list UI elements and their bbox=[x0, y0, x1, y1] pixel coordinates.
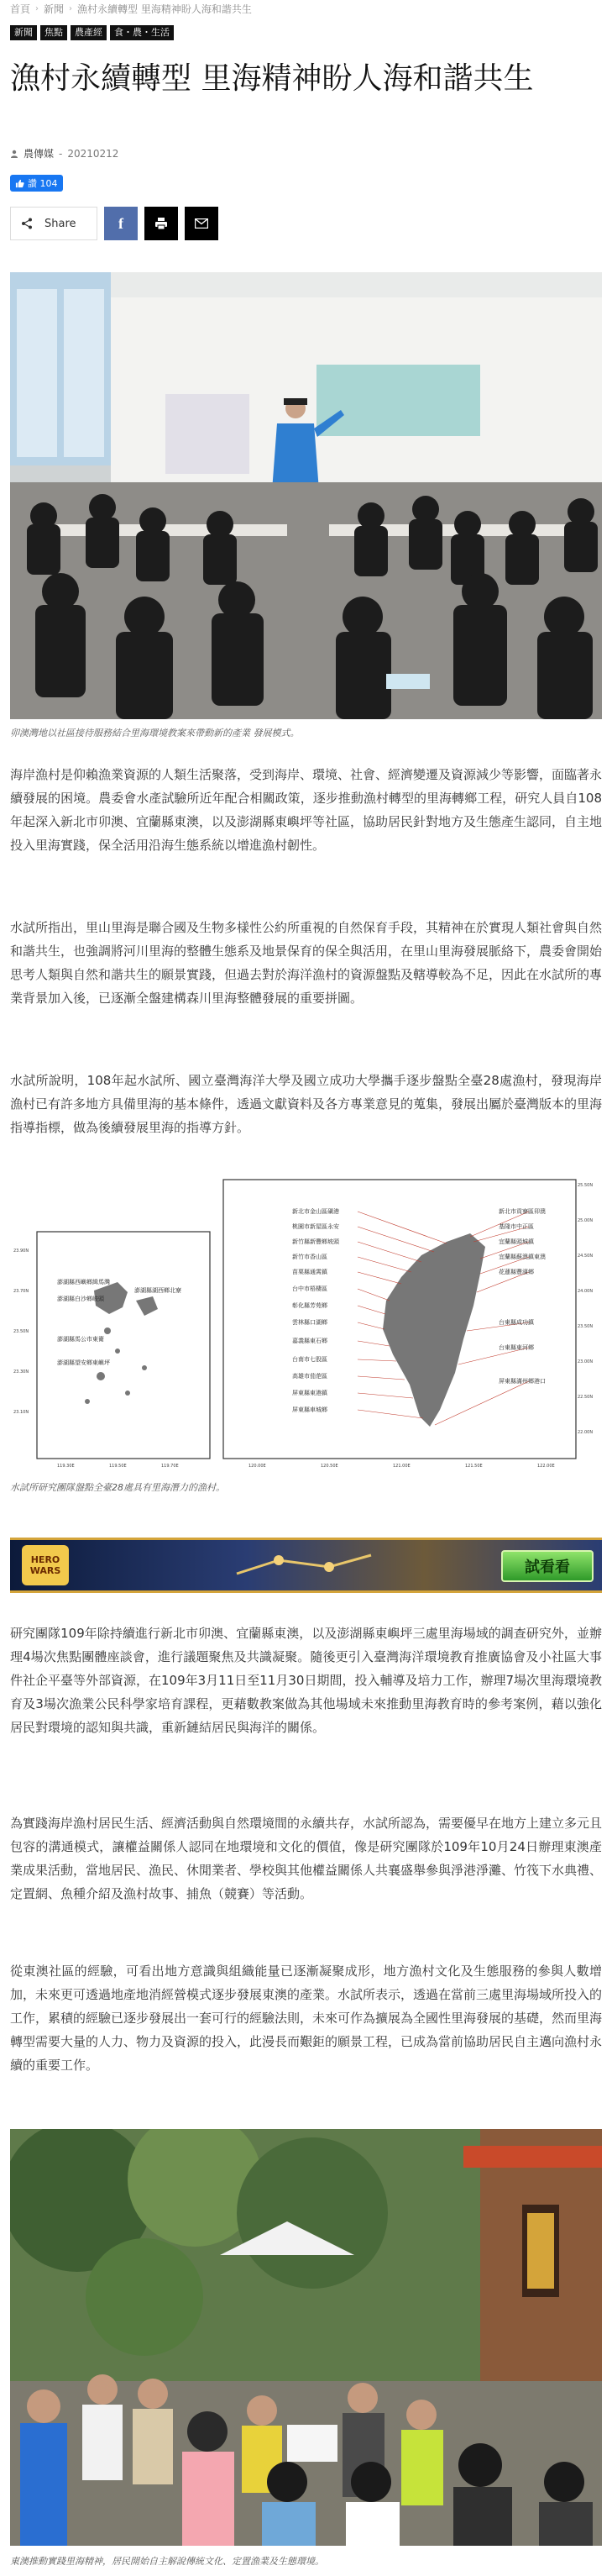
lon-tick: 119.30E bbox=[57, 1464, 75, 1469]
tag-focus[interactable]: 焦點 bbox=[40, 25, 67, 40]
page-title: 漁村永續轉型 里海精神盼人海和諧共生 bbox=[10, 61, 534, 96]
outdoor-group-photo bbox=[10, 2129, 602, 2546]
map-label: 澎湖縣白沙鄉岐頭 bbox=[57, 1296, 104, 1302]
article-paragraph: 為實踐海岸漁村居民生活、經濟活動與自然環境間的永續共存，水試所認為，需要優早在地方上建立多元且包容的溝通模式，讓權益關係人認同在地環境和文化的價值，像是研究團隊於109年10月24日辦理東澳產業成果活動，當地居民、漁民、休閒業者、學校與其他權益關係人共襄盛舉參與淨港淨灘、竹筏下水典禮、定置網、魚種介紹及漁村故事、捕魚（競賽）等活動。 bbox=[10, 1816, 603, 1901]
article-meta bbox=[10, 146, 118, 160]
map-label: 澎湖縣望安鄉東嶼坪 bbox=[57, 1359, 110, 1366]
lat-tick: 24.50N bbox=[578, 1254, 594, 1259]
facebook-like-button[interactable] bbox=[10, 175, 63, 192]
lat-tick: 23.30N bbox=[13, 1369, 29, 1375]
lat-tick: 23.50N bbox=[13, 1329, 29, 1334]
lon-tick: 120.50E bbox=[321, 1464, 338, 1469]
lat-tick: 23.50N bbox=[578, 1324, 594, 1329]
taiwan-map-image bbox=[10, 1175, 602, 1470]
article-paragraph: 水試所說明，108年起水試所、國立臺灣海洋大學及國立成功大學攜手逐步盤點全臺28處漁村，發現海岸漁村已有許多地方具備里海的基本條件，透過文獻資料及各方專業意見的蒐集，發展出屬於臺灣版本的里海指導指標，做為後續發展里海的指導方針。 bbox=[10, 1073, 603, 1135]
map-label: 新北市貢寮區卯澳 bbox=[499, 1208, 546, 1215]
outdoor-group-photo-image bbox=[10, 2129, 602, 2546]
map-label: 台東縣成功鎮 bbox=[499, 1319, 534, 1326]
map-label: 屏東縣車城鄉 bbox=[292, 1406, 327, 1413]
publish-date: 20210212 bbox=[67, 147, 119, 160]
envelope-icon bbox=[195, 218, 208, 229]
map-label: 高雄市茄萣區 bbox=[292, 1373, 327, 1380]
lat-tick: 22.50N bbox=[578, 1395, 594, 1400]
article-paragraph: 水試所指出，里山里海是聯合國及生物多樣性公約所重視的自然保育手段，其精神在於實現人類社會與自然和諧共生，也強調將河川里海的整體生態系及地景保育的保全與活用，在里山里海發展脈絡下，農委會開始思考人類與自然和諧共生的願景實踐，但過去對於海洋漁村的資源盤點及轄導較為不足，因此在水試所的專業背景加入後，已逐漸全盤建構森川里海整體發展的重要拼圖。 bbox=[10, 920, 603, 1006]
facebook-share-button[interactable] bbox=[104, 207, 138, 240]
lat-tick: 22.00N bbox=[578, 1430, 594, 1435]
classroom-photo-image bbox=[10, 272, 602, 719]
ad-artwork bbox=[228, 1548, 379, 1585]
ad-logo-line2: WARS bbox=[29, 1565, 61, 1576]
chevron-right-icon: › bbox=[35, 4, 39, 13]
map-label: 宜蘭縣蘇澳鎮東澳 bbox=[499, 1254, 546, 1260]
photo-caption: 卯澳灣地以社區接待服務結合里海環境教案來帶動新的產業 發展模式。 bbox=[10, 728, 300, 739]
user-icon bbox=[10, 150, 18, 158]
game-ad-banner[interactable] bbox=[10, 1538, 602, 1593]
map-label: 台中市梧棲區 bbox=[292, 1285, 327, 1292]
map-label: 宜蘭縣頭城鎮 bbox=[499, 1238, 534, 1245]
meta-separator: - bbox=[59, 147, 63, 160]
share-label: Share bbox=[44, 217, 76, 230]
tag-news[interactable]: 新聞 bbox=[10, 25, 37, 40]
article-paragraph: 從東澳社區的經驗，可看出地方意識與組織能量已逐漸凝聚成形，地方漁村文化及生態服務的參與人數增加，未來更可透過地產地消經營模式逐步發展東澳的產業。水試所表示，透過在當前三處里海場域所投入的工作，累積的經驗已逐步發展出一套可行的經驗法則，未來可作為擴展為全國性里海發展的基礎，然而里海轉型需要大量的人力、物力及資源的投入，此漫長而艱鉅的願景工程，已成為當前協助居民自主邁向漁村永續的重要工作。 bbox=[10, 1964, 603, 2073]
map-label: 新竹縣新豐鄉坡頭 bbox=[292, 1238, 339, 1245]
lon-tick: 121.00E bbox=[393, 1464, 411, 1469]
ad-cta-button[interactable]: 試看看 bbox=[501, 1550, 594, 1582]
map-label: 桃園市新屋區永安 bbox=[292, 1223, 339, 1230]
lat-tick: 23.90N bbox=[13, 1249, 29, 1254]
map-label: 澎湖縣西嶼鄉緝馬灣 bbox=[57, 1279, 110, 1285]
ad-logo-line1: HERO bbox=[30, 1554, 60, 1565]
breadcrumb-current: 漁村永續轉型 里海精神盼人海和諧共生 bbox=[77, 3, 252, 15]
article-paragraph: 研究團隊109年除持續進行新北市卯澳、宜蘭縣東澳，以及澎湖縣東嶼坪三處里海場域的調查研究外，並辦理4場次焦點團體座談會，進行議題聚焦及共識凝聚。隨後更引入臺灣海洋環境教育推廣協會及小社區大事件社企平臺等外部資源，在109年3月11日至11月30日期間，投入輔導及培力工作，辦理7場次里海環境教育及3場次漁業公民科學家培育課程，更藉數教案做為其他場域未來推動里海教育時的參考案例，藉以強化居民對環境的認知與共識，重新鏈結居民與海洋的關係。 bbox=[10, 1626, 602, 1735]
map-label: 台東縣東河鄉 bbox=[499, 1344, 534, 1351]
map-label: 苗栗縣通霄鎮 bbox=[292, 1269, 327, 1275]
article-paragraph: 海岸漁村是仰賴漁業資源的人類生活聚落，受到海岸、環境、社會、經濟變遷及資源減少等影響，面臨著永續發展的困境。農委會水產試驗所近年配合相關政策，逐步推動漁村轉型的里海轉鄉工程，研究人員自108年起深入新北市卯澳、宜蘭縣東澳，以及澎湖縣東嶼坪等社區，協助居民針對地方及生態產生認同，自主地投入里海實踐，保全活用沿海生態系統以增進漁村韌性。 bbox=[10, 767, 603, 853]
share-icon bbox=[21, 218, 33, 229]
printer-icon bbox=[154, 217, 168, 230]
lat-tick: 23.00N bbox=[578, 1359, 594, 1364]
tag-agri-economy[interactable]: 農產經 bbox=[71, 25, 107, 40]
lat-tick: 23.70N bbox=[13, 1289, 29, 1294]
share-bar bbox=[10, 207, 218, 240]
classroom-photo bbox=[10, 272, 602, 719]
map-label: 屏東縣滿州鄉港口 bbox=[499, 1378, 546, 1385]
map-label: 澎湖縣馬公市東衛 bbox=[57, 1336, 104, 1343]
photo-caption: 東澳推動實踐里海精神，居民開始自主解說傳統文化、定置漁業及生態環境。 bbox=[10, 2556, 324, 2567]
category-tags bbox=[10, 25, 174, 40]
lat-tick: 24.00N bbox=[578, 1289, 594, 1294]
lat-tick: 25.50N bbox=[578, 1183, 594, 1188]
print-button[interactable] bbox=[144, 207, 178, 240]
map-label: 基隆市中正區 bbox=[499, 1223, 534, 1230]
lon-tick: 119.70E bbox=[161, 1464, 179, 1469]
map-label: 花蓮縣豐濱鄉 bbox=[499, 1269, 534, 1275]
map-label: 台南市七股區 bbox=[292, 1356, 327, 1363]
breadcrumb bbox=[10, 2, 252, 16]
map-label: 屏東縣東港鎮 bbox=[292, 1390, 327, 1396]
ad-logo bbox=[22, 1545, 69, 1585]
breadcrumb-news[interactable]: 新聞 bbox=[44, 3, 65, 15]
author-name[interactable]: 農傳媒 bbox=[24, 148, 55, 160]
lon-tick: 122.00E bbox=[537, 1464, 555, 1469]
map-label: 澎湖縣湖西鄉北寮 bbox=[134, 1287, 181, 1294]
map-label: 新北市金山區磺港 bbox=[292, 1208, 339, 1215]
breadcrumb-home[interactable]: 首頁 bbox=[10, 3, 31, 15]
thumbs-up-icon bbox=[15, 179, 24, 188]
facebook-icon: f bbox=[118, 214, 123, 232]
fishing-village-map bbox=[10, 1175, 602, 1470]
map-label: 彰化縣芳苑鄉 bbox=[292, 1302, 327, 1309]
lon-tick: 121.50E bbox=[465, 1464, 483, 1469]
map-caption: 水試所研究團隊盤點全臺28處具有里海潛力的漁村。 bbox=[10, 1482, 225, 1493]
map-label: 新竹市香山區 bbox=[292, 1254, 327, 1260]
share-button[interactable] bbox=[10, 207, 97, 240]
map-label: 嘉義縣東石鄉 bbox=[292, 1338, 327, 1344]
lon-tick: 120.00E bbox=[248, 1464, 266, 1469]
lon-tick: 119.50E bbox=[109, 1464, 127, 1469]
lat-tick: 23.10N bbox=[13, 1410, 29, 1415]
chevron-right-icon: › bbox=[69, 4, 73, 13]
like-label: 讚 104 bbox=[28, 178, 58, 189]
email-share-button[interactable] bbox=[185, 207, 218, 240]
map-label: 雲林縣口湖鄉 bbox=[292, 1319, 327, 1326]
lat-tick: 25.00N bbox=[578, 1218, 594, 1223]
tag-food-agri-life[interactable]: 食・農・生活 bbox=[110, 25, 174, 40]
